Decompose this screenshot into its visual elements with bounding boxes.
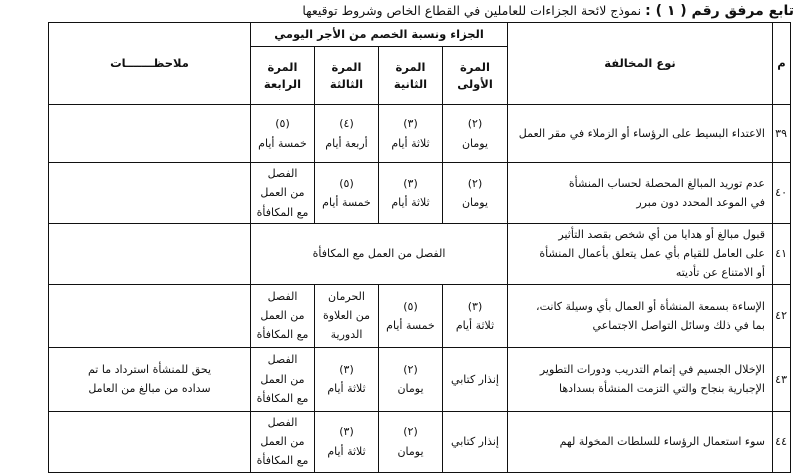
penalty-third (315, 284, 379, 347)
notes-cell (49, 163, 251, 224)
table-row (49, 347, 791, 411)
title-bold: تابع مرفق رقم ( ١ ) : (645, 3, 794, 19)
violation-cell (508, 223, 773, 284)
row-number: ٤١ (773, 223, 791, 284)
row-number: ٤٢ (773, 284, 791, 347)
penalty-second-line: (٣) (403, 176, 418, 190)
notes-cell (49, 105, 251, 163)
penalty-second-line: (٢) (403, 425, 418, 439)
penalty-third-line: من العلاوة (322, 309, 371, 323)
penalty-third (315, 163, 379, 224)
table-row (49, 411, 791, 472)
header-fourth: المرة الرابعة (251, 47, 315, 105)
page-title (6, 0, 794, 22)
header-penalty-group: الجزاء ونسبة الخصم من الأجر اليومي (251, 23, 508, 47)
violation-line: قبول مبالغ أو هدايا من أي شخص بقصد التأثير (558, 227, 765, 241)
violation-line: سوء استعمال الرؤساء للسلطات المخولة لهم (559, 435, 765, 448)
penalty-third-line: (٣) (339, 425, 354, 439)
violation-line: عدم توريد المبالغ المحصلة لحساب المنشأة (568, 176, 765, 190)
header-first: المرة الأولى (443, 47, 508, 105)
penalty-fourth-line: الفصل (267, 415, 298, 429)
table-row (49, 163, 791, 224)
penalty-third (315, 105, 379, 163)
header-row-top (49, 23, 791, 47)
table-row (49, 223, 791, 284)
penalty-fourth (251, 105, 315, 163)
penalty-fourth (251, 163, 315, 224)
penalty-third-line: (٤) (339, 117, 354, 131)
notes-line: سداده من مبالغ من العامل (88, 382, 211, 396)
penalty-third-line: الدورية (330, 328, 363, 342)
table-row (49, 284, 791, 347)
penalty-third-line: ثلاثة أيام (327, 444, 366, 458)
notes-cell (49, 284, 251, 347)
violation-cell (508, 163, 773, 224)
penalty-first (443, 411, 508, 472)
penalty-third (315, 411, 379, 472)
violation-line: على العامل للقيام بأي عمل يتعلق بأعمال المنشأة (539, 247, 765, 261)
penalty-first-line: (٣) (467, 299, 483, 313)
penalty-fourth (251, 284, 315, 347)
notes-cell (49, 411, 251, 472)
penalty-first (443, 284, 508, 347)
penalty-second-line: يومان (397, 444, 424, 458)
header-num: م (773, 23, 791, 105)
violation-line: أو الامتناع عن تأديته (675, 266, 765, 280)
penalty-fourth-line: من العمل (260, 372, 305, 386)
table-row (49, 105, 791, 163)
penalty-third-line: الحرمان (328, 289, 365, 303)
penalty-second-line: (٥) (403, 299, 418, 313)
violation-cell (508, 347, 773, 411)
violation-cell (508, 284, 773, 347)
penalty-first (443, 347, 508, 411)
header-third: المرة الثالثة (315, 47, 379, 105)
penalty-fourth-line: (٥) (275, 117, 290, 131)
penalty-fourth-line: مع المكافأة (256, 205, 309, 219)
penalty-fourth-line: من العمل (260, 309, 305, 323)
penalty-third-line: أربعة أيام (325, 136, 368, 150)
notes-cell (49, 347, 251, 411)
violation-line: الإجبارية بنجاح والتي التزمت المنشأة بسدادها (559, 382, 765, 396)
penalty-fourth-line: مع المكافأة (256, 328, 309, 342)
notes-cell (49, 223, 251, 284)
penalty-second (379, 284, 443, 347)
violation-line: بما في ذلك وسائل التواصل الاجتماعي (592, 318, 765, 332)
row-number: ٣٩ (773, 105, 791, 163)
violation-line: الإخلال الجسيم في إتمام التدريب ودورات التطوير (539, 363, 765, 376)
penalty-second-line: ثلاثة أيام (391, 195, 430, 209)
penalty-first-line: إنذار كتابي (451, 372, 499, 386)
penalty-third-line: خمسة أيام (322, 195, 371, 209)
penalty-second-line: (٣) (403, 117, 418, 131)
penalty-first (443, 163, 508, 224)
violation-cell (508, 411, 773, 472)
penalty-fourth-line: الفصل (267, 167, 298, 180)
penalty-second (379, 411, 443, 472)
title-rest: نموذج لائحة الجزاءات للعاملين في القطاع الخاص وشروط توقيعها (302, 3, 642, 18)
violation-cell (508, 105, 773, 163)
penalty-fourth-line: مع المكافأة (256, 454, 309, 468)
penalty-second-line: يومان (397, 382, 424, 396)
penalty-fourth-line: مع المكافأة (256, 391, 309, 405)
penalty-first-line: إنذار كتابي (451, 435, 499, 448)
penalty-fourth-line: من العمل (260, 186, 305, 200)
penalty-second-line: خمسة أيام (386, 318, 435, 332)
penalty-second (379, 163, 443, 224)
penalties-table (48, 22, 791, 473)
penalty-fourth-line: الفصل (267, 289, 298, 303)
notes-line: يحق للمنشأة استرداد ما تم (87, 363, 212, 376)
penalty-second-line: (٢) (403, 363, 418, 376)
penalty-second (379, 105, 443, 163)
penalty-first (443, 105, 508, 163)
table-body (49, 105, 791, 473)
penalty-second-line: ثلاثة أيام (391, 136, 430, 150)
penalty-fourth-line: من العمل (260, 435, 305, 448)
penalty-fourth-line: الفصل (267, 353, 298, 367)
penalty-fourth (251, 411, 315, 472)
violation-line: الإساءة بسمعة المنشأة أو العمال بأي وسيلة كانت، (536, 299, 765, 313)
penalty-fourth (251, 347, 315, 411)
header-notes: ملاحظـــــــات (49, 23, 251, 105)
penalty-third-line: ثلاثة أيام (327, 382, 366, 396)
penalty-first-line: (٢) (467, 176, 483, 190)
penalty-second (379, 347, 443, 411)
row-number: ٤٤ (773, 411, 791, 472)
penalty-first-line: ثلاثة أيام (455, 318, 495, 332)
merged-penalty-cell: الفصل من العمل مع المكافأة (251, 223, 508, 284)
penalty-third (315, 347, 379, 411)
header-second: المرة الثانية (379, 47, 443, 105)
header-violation: نوع المخالفة (508, 23, 773, 105)
row-number: ٤٣ (773, 347, 791, 411)
violation-line: الاعتداء البسيط على الرؤساء أو الزملاء في مقر العمل (518, 126, 765, 140)
penalty-first-line: يومان (461, 195, 489, 209)
violation-line: في الموعد المحدد دون مبرر (636, 195, 765, 209)
penalty-third-line: (٣) (339, 363, 354, 376)
row-number: ٤٠ (773, 163, 791, 224)
penalty-fourth-line: خمسة أيام (258, 136, 307, 150)
penalty-third-line: (٥) (339, 176, 354, 190)
penalty-first-line: (٢) (467, 117, 483, 131)
penalty-first-line: يومان (461, 136, 489, 150)
